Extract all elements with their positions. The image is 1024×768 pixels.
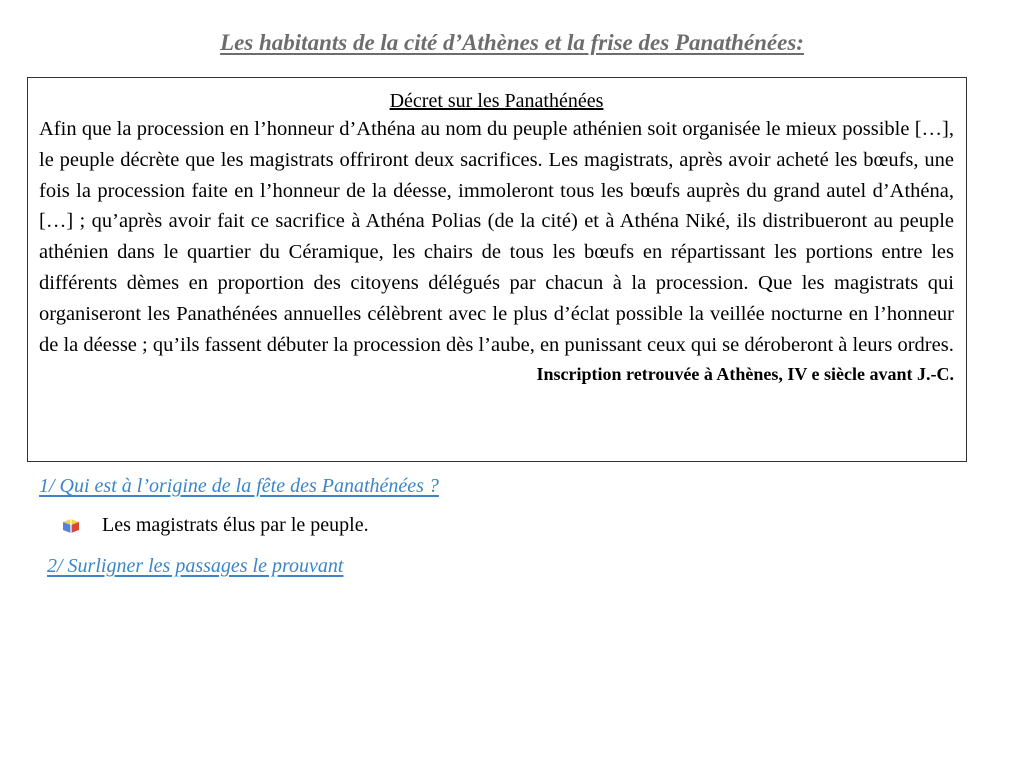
question-1: 1/ Qui est à l’origine de la fête des Panathénées ? bbox=[39, 475, 439, 497]
answer-1-text: Les magistrats élus par le peuple. bbox=[102, 514, 369, 536]
question-2: 2/ Surligner les passages le prouvant bbox=[47, 555, 344, 577]
decree-box bbox=[27, 77, 967, 462]
cube-bullet-icon bbox=[62, 518, 80, 534]
decree-source: Inscription retrouvée à Athènes, IV e siècle avant J.-C. bbox=[536, 364, 954, 385]
answer-1 bbox=[62, 514, 369, 537]
decree-heading: Décret sur les Panathénées bbox=[389, 90, 604, 112]
decree-body: Afin que la procession en l’honneur d’Athéna au nom du peuple athénien soit organisée le mieux possible […], le peuple décrète que les magistrats offriront deux sacrifices. Les magistrats, après avoir acheté les bœufs, une fois la procession faite en l’honneur de la déesse, immoleront tous les bœufs auprès du grand autel d’Athéna, […] ; qu’après avoir fait ce sacrifice à Athéna Polias (de la cité) et à Athéna Niké, ils distribueront au peuple athénien dans le quartier du Céramique, les chairs de tous les bœufs en répartissant les portions entre les différents dèmes en proportion des citoyens délégués par chacun à la procession. Que les magistrats qui organiseront les Panathénées annuelles célèbrent avec le plus d’éclat possible la veillée nocturne en l’honneur de la déesse ; qu’ils fassent débuter la procession dès l’aube, en punissant ceux qui se déroberont à leurs ordres. bbox=[39, 118, 954, 356]
page-title: Les habitants de la cité d’Athènes et la frise des Panathénées: bbox=[220, 30, 804, 55]
